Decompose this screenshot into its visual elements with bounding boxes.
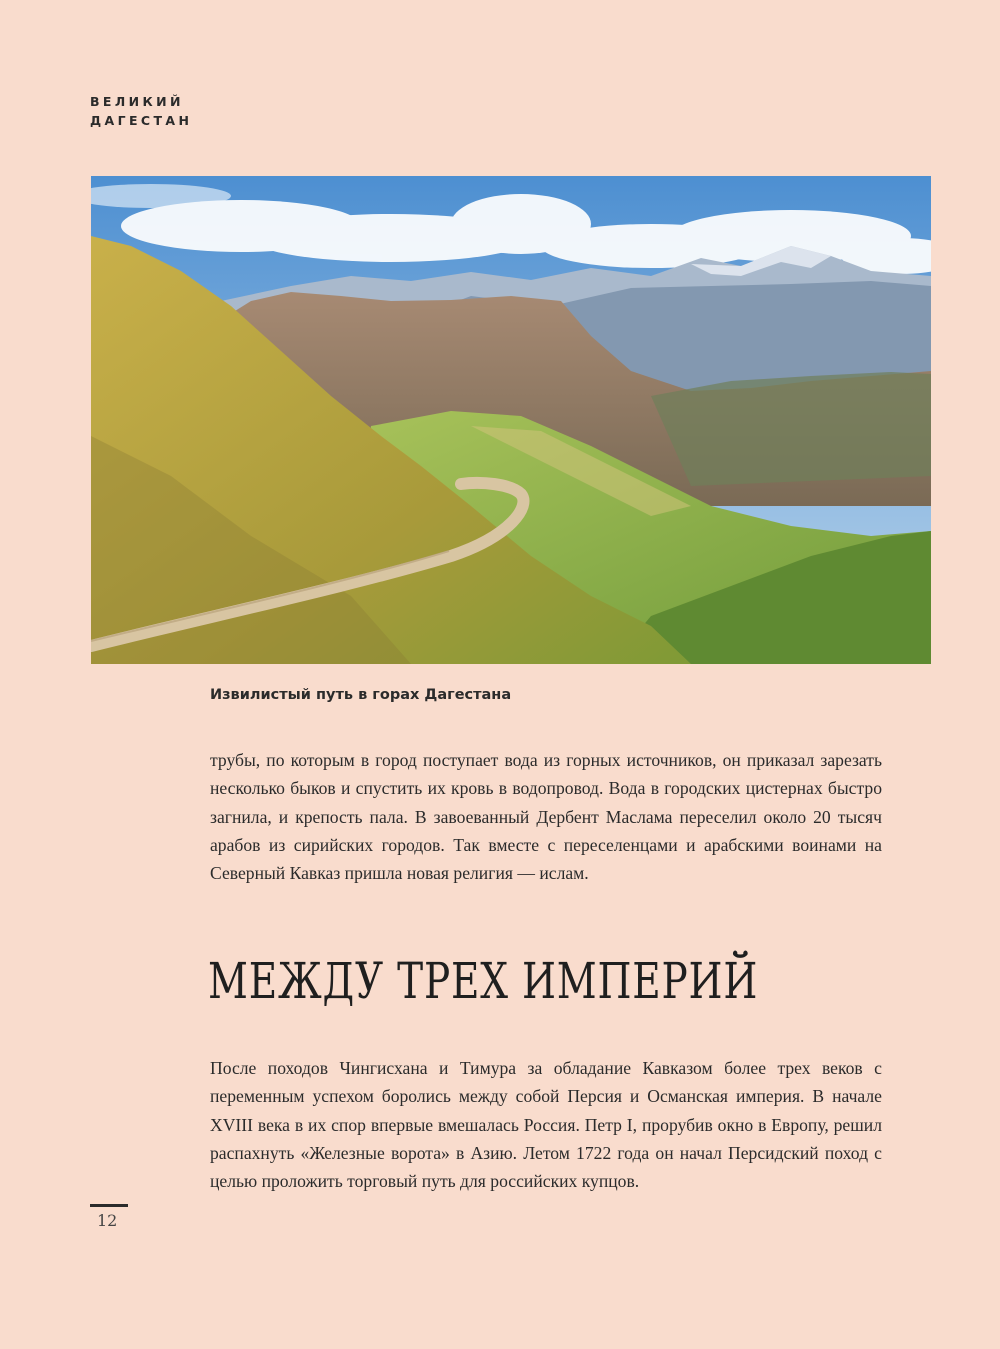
running-head xyxy=(90,92,192,130)
section-heading: МЕЖДУ ТРЕХ ИМПЕРИЙ xyxy=(208,952,759,1010)
page-number: 12 xyxy=(97,1211,118,1230)
running-head-line-1: ВЕЛИКИЙ xyxy=(90,94,184,109)
folio-rule xyxy=(90,1204,128,1207)
photo-caption: Извилистый путь в горах Дагестана xyxy=(210,687,512,703)
paragraph-1-text: трубы, по которым в город поступает вода из горных источников, он приказал зарезать несколько быков и спустить их кровь в водопровод. Вода в городских цистернах быстро загнила, и крепость пала. В завоеванный Дербент Маслама переселил около 20 тысяч арабов из сирийских городов. Так вместе с переселенцами и арабскими воинами на Северный Кавказ пришла новая религия — ислам. xyxy=(210,750,882,884)
paragraph-2-text: После походов Чингисхана и Тимура за обладание Кавказом более трех веков с переменным успехом боролись между собой Персия и Османская империя. В начале XVIII века в их спор впервые вмешалась Россия. Петр I, прорубив окно в Европу, решил распахнуть «Железные ворота» в Азию. Летом 1722 года он начал Персидский поход с целью проложить торговый путь для российских купцов. xyxy=(210,1058,882,1192)
body-paragraph-2 xyxy=(210,1054,882,1195)
body-paragraph-1 xyxy=(210,746,882,887)
running-head-line-2: ДАГЕСТАН xyxy=(90,113,193,128)
mountain-road-photo xyxy=(91,176,931,664)
